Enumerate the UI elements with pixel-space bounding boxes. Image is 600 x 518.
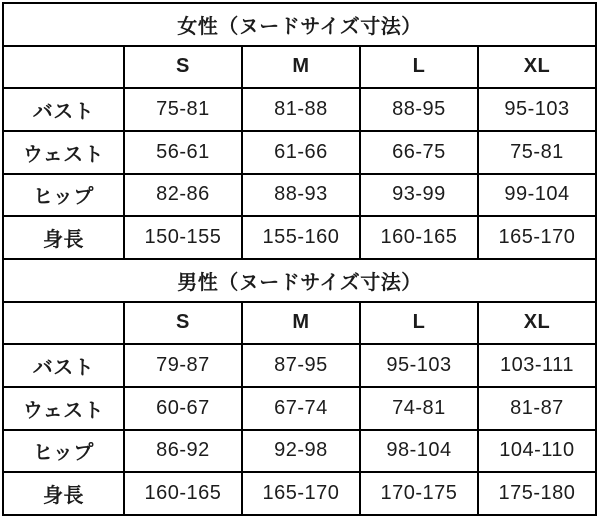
column-header-l: L	[360, 46, 478, 89]
size-cell: 170-175	[360, 472, 478, 515]
size-cell: 95-103	[360, 344, 478, 387]
column-header-xl: XL	[478, 46, 596, 89]
column-header-s: S	[124, 46, 242, 89]
size-cell: 81-87	[478, 387, 596, 430]
size-cell: 56-61	[124, 131, 242, 174]
size-chart-table	[2, 2, 597, 516]
size-cell: 160-165	[360, 216, 478, 259]
size-cell: 165-170	[478, 216, 596, 259]
size-cell: 160-165	[124, 472, 242, 515]
row-label-waist: ウェスト	[3, 131, 124, 174]
size-cell: 79-87	[124, 344, 242, 387]
row-label-bust: バスト	[3, 344, 124, 387]
row-label-height: 身長	[3, 216, 124, 259]
row-label-hip: ヒップ	[3, 174, 124, 217]
table-row	[3, 472, 596, 515]
table-row	[3, 174, 596, 217]
size-cell: 104-110	[478, 430, 596, 473]
size-cell: 74-81	[360, 387, 478, 430]
section-title-women: 女性（ヌードサイズ寸法）	[3, 3, 596, 46]
size-cell: 86-92	[124, 430, 242, 473]
size-cell: 93-99	[360, 174, 478, 217]
size-cell: 98-104	[360, 430, 478, 473]
size-cell: 150-155	[124, 216, 242, 259]
column-header-s: S	[124, 302, 242, 345]
size-cell: 92-98	[242, 430, 360, 473]
size-cell: 103-111	[478, 344, 596, 387]
column-header-m: M	[242, 302, 360, 345]
section-title-men: 男性（ヌードサイズ寸法）	[3, 259, 596, 302]
table-row	[3, 216, 596, 259]
column-header-xl: XL	[478, 302, 596, 345]
table-row	[3, 344, 596, 387]
size-cell: 75-81	[478, 131, 596, 174]
table-row	[3, 131, 596, 174]
row-label-bust: バスト	[3, 88, 124, 131]
size-cell: 99-104	[478, 174, 596, 217]
size-cell: 60-67	[124, 387, 242, 430]
column-header-l: L	[360, 302, 478, 345]
size-cell: 155-160	[242, 216, 360, 259]
column-header-m: M	[242, 46, 360, 89]
size-cell: 81-88	[242, 88, 360, 131]
size-cell: 66-75	[360, 131, 478, 174]
row-label-hip: ヒップ	[3, 430, 124, 473]
size-cell: 87-95	[242, 344, 360, 387]
table-row	[3, 88, 596, 131]
table-row	[3, 302, 596, 345]
size-cell: 82-86	[124, 174, 242, 217]
table-row	[3, 430, 596, 473]
size-cell: 88-95	[360, 88, 478, 131]
size-cell: 61-66	[242, 131, 360, 174]
column-header-blank	[3, 302, 124, 345]
size-cell: 95-103	[478, 88, 596, 131]
size-cell: 88-93	[242, 174, 360, 217]
size-cell: 165-170	[242, 472, 360, 515]
size-cell: 67-74	[242, 387, 360, 430]
column-header-blank	[3, 46, 124, 89]
table-row	[3, 387, 596, 430]
table-row	[3, 46, 596, 89]
table-row	[3, 3, 596, 46]
row-label-height: 身長	[3, 472, 124, 515]
table-row	[3, 259, 596, 302]
row-label-waist: ウェスト	[3, 387, 124, 430]
size-cell: 175-180	[478, 472, 596, 515]
size-cell: 75-81	[124, 88, 242, 131]
